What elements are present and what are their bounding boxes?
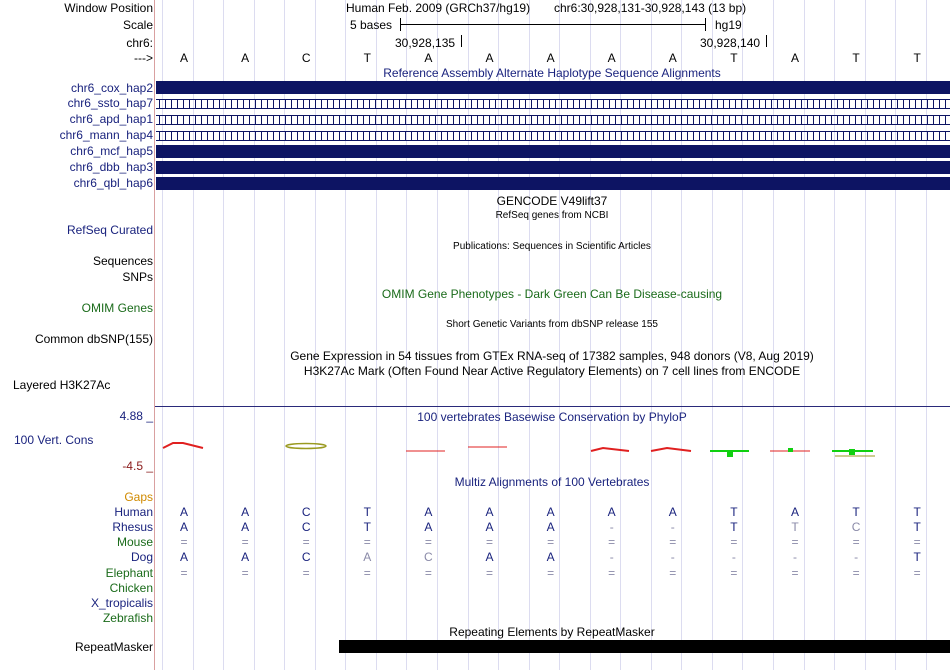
alignment-base: T [913,520,921,535]
alignment-base: A [424,520,433,535]
alignment-base: = [485,565,493,580]
phylop-peak-9 [651,448,691,451]
dbsnp-label[interactable]: Common dbSNP(155) [34,332,153,346]
hap-bar-mann[interactable] [156,131,950,141]
refseq-title[interactable]: RefSeq genes from NCBI [495,210,609,221]
base-letter: A [241,51,250,65]
gtex-title[interactable]: Gene Expression in 54 tissues from GTEx RNA-seq of 17382 samples, 948 donors (V8, Aug 2019) [290,349,814,363]
species-label-dog[interactable]: Dog [130,550,153,565]
refseq-label[interactable]: RefSeq Curated [66,223,153,237]
hap-label-ssto[interactable]: chr6_ssto_hap7 [67,96,153,110]
alignment-base: C [851,520,861,535]
alignment-base: A [607,505,616,520]
alignment-base: A [546,505,555,520]
multiz-title[interactable]: Multiz Alignments of 100 Vertebrates [454,475,650,489]
alignment-base: - [670,520,675,535]
window-position-label: Window Position [64,1,153,15]
alignment-base: A [424,505,433,520]
alignment-base: = [608,565,616,580]
phylop-max: 4.88 _ [119,409,153,423]
scale-text: 5 bases [350,18,393,32]
base-letter: A [607,51,616,65]
alignment-base: - [670,550,675,565]
alignment-base: A [179,550,188,565]
alignment-base: = [791,565,799,580]
base-letter: A [424,51,433,65]
alignment-base: = [547,535,555,550]
alignment-base: - [854,550,859,565]
coord-left-tick [461,35,462,47]
alignment-base: A [790,505,799,520]
alignment-base: = [180,565,188,580]
repeat-bar[interactable] [339,640,950,653]
phylop-peak-3 [286,444,326,449]
sequences-label[interactable]: Sequences [92,254,153,268]
phylop-peak-8 [591,448,629,451]
alignment-base: = [547,565,555,580]
alignment-base: C [301,520,311,535]
species-label-chicken[interactable]: Chicken [109,580,153,595]
alignment-base: = [791,535,799,550]
coord-right: 30,928,140 [700,36,761,50]
alignment-base: = [730,565,738,580]
species-label-rhesus[interactable]: Rhesus [112,520,153,535]
coord-right-tick [766,35,767,47]
alignment-base: = [852,535,860,550]
alignment-base: = [669,565,677,580]
repeat-title[interactable]: Repeating Elements by RepeatMasker [449,625,655,639]
alignment-base: A [363,550,372,565]
publications-title[interactable]: Publications: Sequences in Scientific Articles [453,241,651,252]
alignment-base: T [913,550,921,565]
phylop-peak-1 [163,443,203,448]
assembly-title: Human Feb. 2009 (GRCh37/hg19) [346,1,531,15]
alignment-base: - [793,550,797,565]
coord-left: 30,928,135 [395,36,456,50]
species-label-zebrafish[interactable]: Zebrafish [102,610,153,625]
hap-bar-cox[interactable] [156,81,950,94]
alignment-base: - [731,550,736,565]
base-letter: T [730,51,738,65]
hap-label-cox[interactable]: chr6_cox_hap2 [70,81,153,95]
alignment-base: = [424,535,432,550]
hap-label-mann[interactable]: chr6_mann_hap4 [59,128,153,142]
alignment-base: = [363,565,371,580]
phylop-bar-11 [788,448,793,452]
h3k27ac-label[interactable]: Layered H3K27Ac [13,378,111,392]
base-letter: C [301,51,311,65]
alignment-base: A [241,550,250,565]
species-label-gaps[interactable]: Gaps [124,490,153,504]
omim-title[interactable]: OMIM Gene Phenotypes - Dark Green Can Be Disease-causing [381,287,723,301]
strand-label: ---> [134,51,153,65]
omim-label[interactable]: OMIM Genes [81,301,153,315]
hap-bar-dbb[interactable] [156,161,950,174]
alignment-base: A [485,520,494,535]
species-label-x_tropicalis[interactable]: X_tropicalis [90,595,153,610]
alignment-base: = [241,565,249,580]
alignment-base: C [301,550,311,565]
hap-label-dbb[interactable]: chr6_dbb_hap3 [69,160,153,174]
hap-bar-qbl[interactable] [156,177,950,190]
alignment-base: A [546,520,555,535]
alignment-base: A [179,520,188,535]
alignment-base: A [485,505,494,520]
phylop-min: -4.5 _ [122,459,153,473]
h3k27ac-title[interactable]: H3K27Ac Mark (Often Found Near Active Regulatory Elements) on 7 cell lines from ENCODE [303,364,801,378]
scale-label: Scale [122,18,153,32]
alignment-base: A [546,550,555,565]
alignment-base: A [179,505,188,520]
alignment-base: = [852,565,860,580]
alignment-base: = [424,565,432,580]
species-label-mouse[interactable]: Mouse [116,535,153,550]
scale-db: hg19 [715,18,742,32]
base-letter: A [546,51,555,65]
alignment-base: T [730,505,738,520]
phylop-bar-12 [849,449,855,455]
hap-bar-ssto[interactable] [156,99,950,109]
base-letter: T [852,51,860,65]
alignment-base: = [363,535,371,550]
hap-label-qbl[interactable]: chr6_qbl_hap6 [73,176,153,190]
hap-label-mcf[interactable]: chr6_mcf_hap5 [70,144,153,158]
dbsnp-title[interactable]: Short Genetic Variants from dbSNP release 155 [446,319,658,330]
alignment-base: T [363,520,371,535]
alignment-base: T [363,505,371,520]
scale-bar-left-tick [400,18,401,31]
alignment-base: = [302,535,310,550]
scale-bar [400,24,706,25]
alignment-base: = [608,535,616,550]
hap-label-apd[interactable]: chr6_apd_hap1 [69,112,153,126]
hap-bar-mcf[interactable] [156,145,950,158]
alignment-base: = [241,535,249,550]
alignment-base: - [609,520,614,535]
snps-label[interactable]: SNPs [122,270,153,284]
base-letter: A [668,51,677,65]
gencode-title[interactable]: GENCODE V49lift37 [496,194,608,208]
phylop-label[interactable]: 100 Vert. Cons [14,433,94,447]
alignment-base: T [791,520,799,535]
base-letter: A [790,51,799,65]
base-letter: A [179,51,188,65]
alignment-base: T [852,505,860,520]
alignment-base: A [241,505,250,520]
alignment-base: A [485,550,494,565]
base-letter: T [913,51,921,65]
alt-haplotypes-title[interactable]: Reference Assembly Alternate Haplotype Sequence Alignments [383,66,721,80]
alignment-base: = [730,535,738,550]
alignment-base: A [241,520,250,535]
hap-bar-apd[interactable] [156,115,950,125]
phylop-graph[interactable] [155,436,950,462]
base-letter: A [485,51,494,65]
label-separator [154,0,155,670]
scale-bar-right-tick [705,18,706,31]
alignment-base: T [913,505,921,520]
alignment-base: = [485,535,493,550]
phylop-top-line [155,406,950,407]
alignment-base: = [302,565,310,580]
repeat-label[interactable]: RepeatMasker [74,640,153,654]
alignment-base: A [668,505,677,520]
alignment-base: = [669,535,677,550]
species-label-human[interactable]: Human [114,505,153,520]
alignment-base: C [424,550,433,565]
alignment-base: C [301,505,311,520]
alignment-base: - [609,550,614,565]
base-letter: T [363,51,371,65]
alignment-base: = [913,535,921,550]
position-text[interactable]: chr6:30,928,131-30,928,143 (13 bp) [554,1,747,15]
species-label-elephant[interactable]: Elephant [105,565,153,580]
alignment-base: T [730,520,738,535]
alignment-base: = [180,535,188,550]
chrom-label: chr6: [126,36,153,50]
phylop-bar-10 [727,451,733,457]
alignment-base: = [913,565,921,580]
phylop-title[interactable]: 100 vertebrates Basewise Conservation by PhyloP [417,410,687,424]
